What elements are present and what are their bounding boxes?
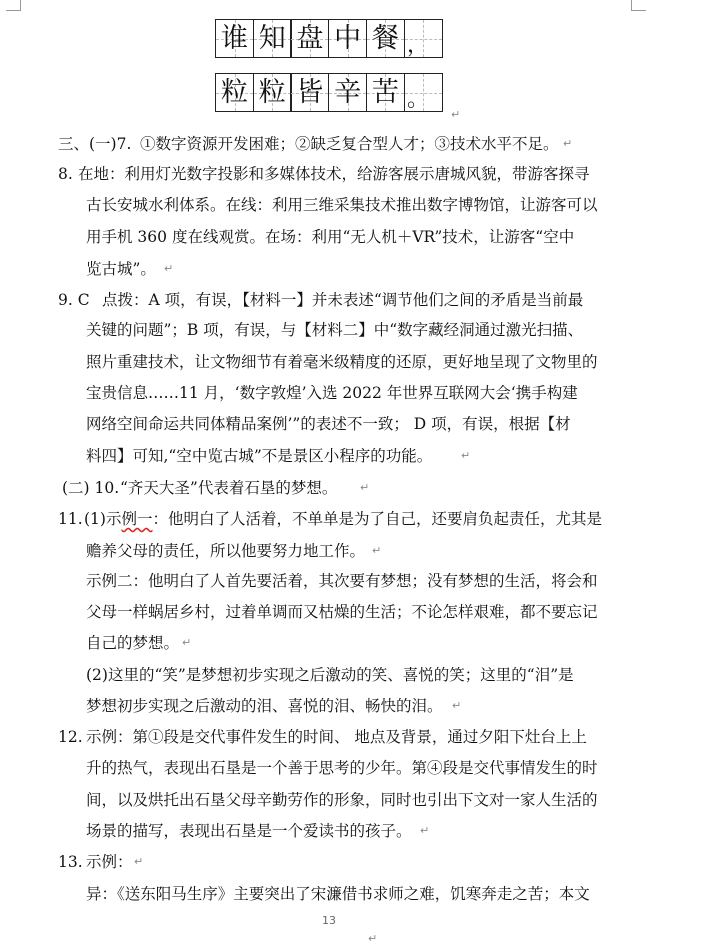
line-text: ：他明白了人活着，不单单是为了自己，还要肩负起责任，尤其是 <box>152 510 602 528</box>
answer-line <box>0 691 702 721</box>
line-text: 示例： <box>86 853 133 871</box>
paragraph-mark-icon: ↵ <box>451 108 461 121</box>
answer-line <box>0 566 702 596</box>
grid-cell: 。 <box>404 73 443 112</box>
answer-line <box>0 847 702 877</box>
line-text: 自己的梦想。 <box>86 634 180 652</box>
answer-line <box>0 879 702 909</box>
line-text: 点拨：A 项，有误，【材料一】并未表述“调节他们之间的矛盾是当前最 <box>102 291 584 309</box>
answer-line <box>0 753 702 783</box>
question-number: 9. C <box>58 291 90 309</box>
answer-line <box>0 504 702 534</box>
answer-line <box>0 409 702 439</box>
answer-line <box>0 347 702 377</box>
line-text: 照片重建技术，让文物细节有着毫米级精度的还原，更好地呈现了文物里的 <box>86 353 598 371</box>
line-text: 梦想初步实现之后激动的泪、喜悦的泪、畅快的泪。 <box>86 697 443 715</box>
paragraph-mark-icon: ↵ <box>452 699 462 712</box>
line-text: 览古城”。 <box>86 260 156 278</box>
paragraph-mark-icon: ↵ <box>368 932 378 945</box>
answer-line <box>0 159 702 189</box>
answer-line <box>0 441 702 471</box>
paragraph-mark-icon: ↵ <box>420 824 430 837</box>
character-grid-row-1 <box>215 19 441 58</box>
answer-line <box>0 129 702 159</box>
character-grid-row-2 <box>215 73 441 112</box>
paragraph-mark-icon: ↵ <box>461 449 471 462</box>
grid-cell: 盘 <box>290 19 329 58</box>
answer-line <box>0 190 702 220</box>
section-label: (二) 10. <box>62 479 120 497</box>
answer-line <box>0 660 702 690</box>
answer-line <box>0 536 702 566</box>
line-text: 升的热气，表现出石垦是一个善于思考的少年。第④段是交代事情发生的时 <box>86 759 598 777</box>
paragraph-mark-icon: ↵ <box>372 544 382 557</box>
line-text: 用手机 360 度在线观赏。在场：利用“无人机＋VR”技术，让游客“空中 <box>86 228 575 246</box>
line-text: 料四】可知,“空中览古城”不是景区小程序的功能。 <box>86 447 433 465</box>
grid-cell: 苦 <box>366 73 405 112</box>
answer-line <box>0 473 702 503</box>
crop-mark-top-left <box>6 0 21 11</box>
answer-line <box>0 254 702 284</box>
page-number: 13 <box>322 914 336 927</box>
grid-cell: ， <box>404 19 443 58</box>
grid-cell: 知 <box>253 19 292 58</box>
line-text: 异：《送东阳马生序》主要突出了宋濂借书求师之难，饥寒奔走之苦；本文 <box>86 885 590 903</box>
line-text: 在地：利用灯光数字投影和多媒体技术，给游客展示唐城风貌，带游客探寻 <box>78 165 590 183</box>
answer-line <box>0 597 702 627</box>
grid-cell: 谁 <box>215 19 254 58</box>
line-text: (2)这里的“笑”是梦想初步实现之后激动的笑、喜悦的笑；这里的“泪”是 <box>86 666 574 684</box>
line-text: 示例二：他明白了人首先要活着，其次要有梦想；没有梦想的生活，将会和 <box>86 572 598 590</box>
line-text: 示例：第①段是交代事件发生的时间、 地点及背景，通过夕阳下灶台上上 <box>86 728 587 746</box>
paragraph-mark-icon: ↵ <box>182 636 192 649</box>
line-text: 场景的描写，表现出石垦是一个爱读书的孩子。 <box>86 822 412 840</box>
question-number: 12. <box>58 728 83 746</box>
question-number: 11. <box>58 510 83 528</box>
answer-line <box>0 628 702 658</box>
line-text: 古长安城水利体系。在线：利用三维采集技术推出数字博物馆，让游客可以 <box>86 196 598 214</box>
answer-line <box>0 315 702 345</box>
line-prefix: (1)示 <box>84 510 122 528</box>
answer-prefix <box>84 504 602 534</box>
spellcheck-underlined-text: 例一 <box>121 510 153 528</box>
grid-cell: 辛 <box>328 73 367 112</box>
crop-mark-top-right <box>631 0 646 11</box>
grid-cell: 粒 <box>253 73 292 112</box>
line-text: 父母一样蜗居乡村，过着单调而又枯燥的生活；不论怎样艰难，都不要忘记 <box>86 603 598 621</box>
grid-cell: 餐 <box>366 19 405 58</box>
grid-cell: 中 <box>328 19 367 58</box>
answer-line <box>0 785 702 815</box>
grid-cell: 皆 <box>290 73 329 112</box>
section-label: 三、(一)7. <box>58 135 132 153</box>
answer-line <box>0 816 702 846</box>
line-text: ①数字资源开发困难；②缺乏复合型人才；③技术水平不足。 <box>140 135 559 153</box>
answer-line <box>0 722 702 752</box>
line-text: 关键的问题”；B 项，有误，与【材料二】中“数字藏经洞通过激光扫描、 <box>86 321 584 339</box>
question-number: 13. <box>58 853 83 871</box>
paragraph-mark-icon: ↵ <box>134 855 144 868</box>
question-number: 8. <box>58 165 73 183</box>
answer-line <box>0 378 702 408</box>
paragraph-mark-icon: ↵ <box>164 262 174 275</box>
grid-cell: 粒 <box>215 73 254 112</box>
paragraph-mark-icon: ↵ <box>563 137 573 150</box>
line-text: 赡养父母的责任，所以他要努力地工作。 <box>86 542 366 560</box>
line-text: 网络空间命运共同体精品案例’”的表述不一致； D 项，有误，根据【材 <box>86 415 571 433</box>
line-text: 宝贵信息……11 月，‘数字敦煌’入选 2022 年世界互联网大会‘携手构建 <box>86 384 578 402</box>
line-text: 间，以及烘托出石垦父母辛勤劳作的形象，同时也引出下文对一家人生活的 <box>86 791 598 809</box>
answer-line <box>0 285 702 315</box>
answer-line <box>0 222 702 252</box>
paragraph-mark-icon: ↵ <box>360 481 370 494</box>
line-text: “齐天大圣”代表着石垦的梦想。 <box>120 479 338 497</box>
